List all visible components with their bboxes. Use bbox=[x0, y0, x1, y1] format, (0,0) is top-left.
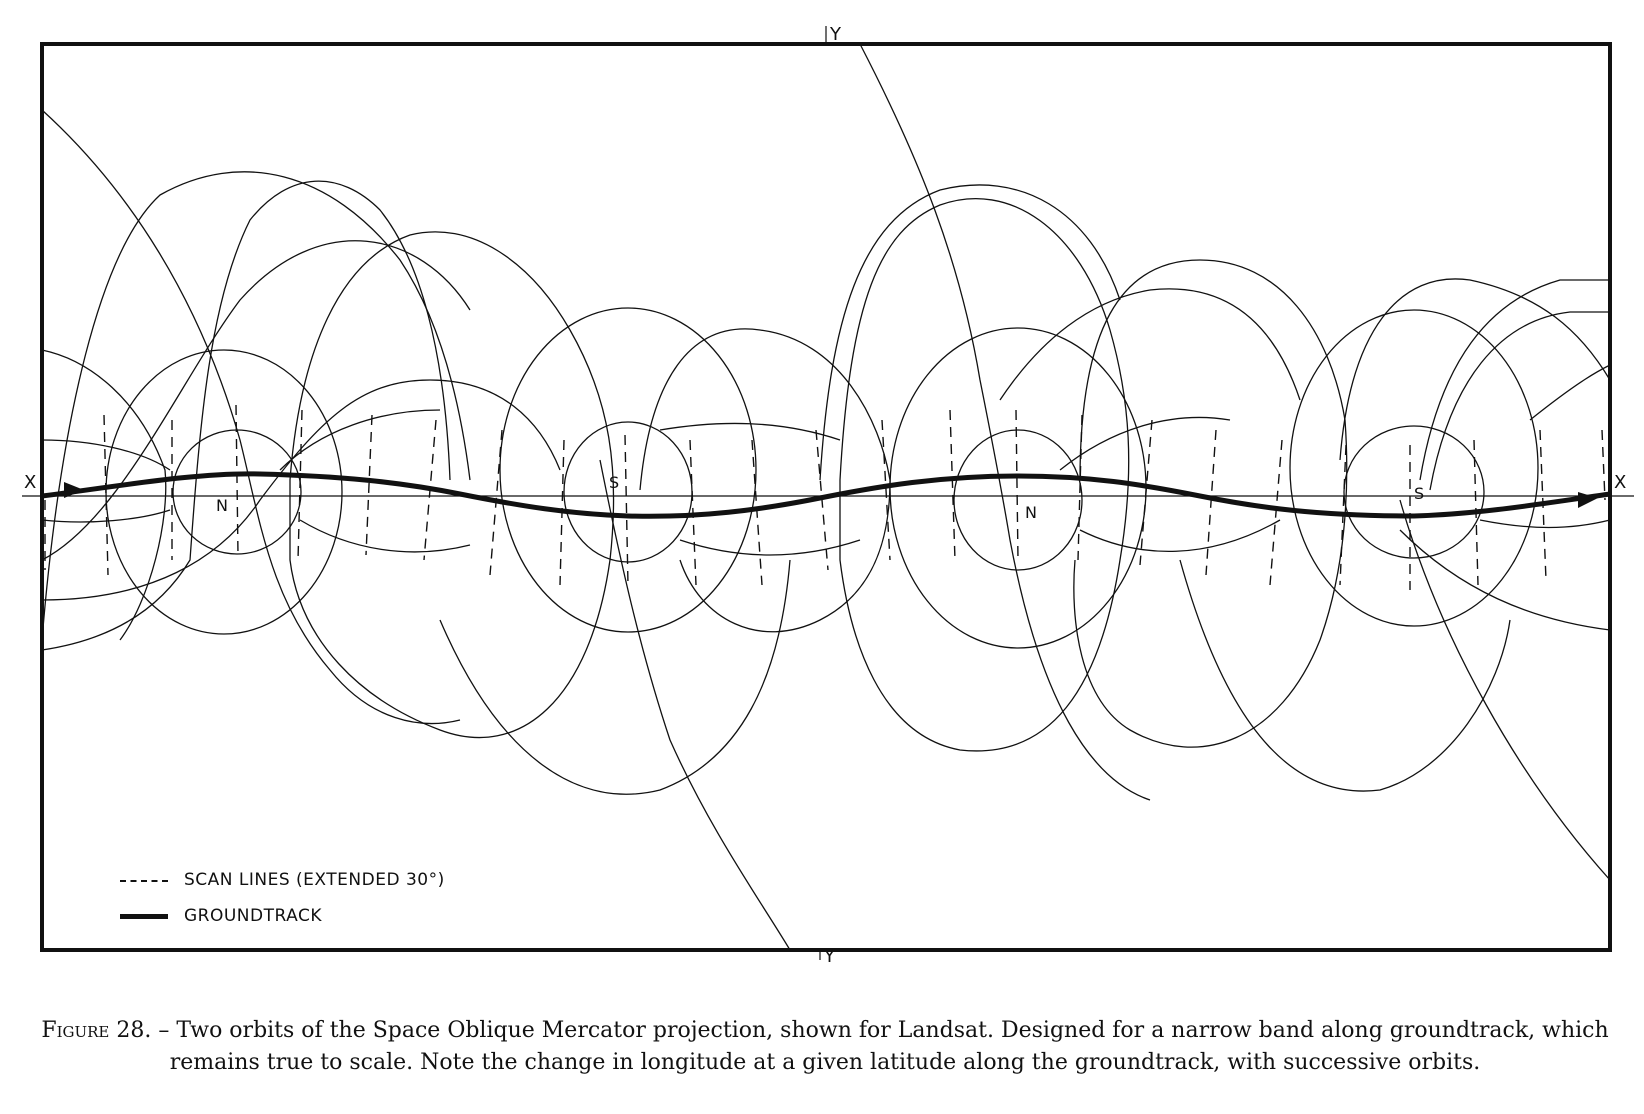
scan-line bbox=[236, 405, 238, 555]
x-axis-label-left: X bbox=[24, 472, 37, 493]
meridian-16 bbox=[1080, 520, 1280, 551]
y-axis-label-top: Y bbox=[830, 24, 841, 45]
parallel-outer-5 bbox=[1340, 279, 1610, 460]
polar-circle-s1 bbox=[564, 422, 692, 562]
scan-line bbox=[1016, 410, 1018, 560]
parallel-outer-3 bbox=[820, 185, 1120, 480]
scan-line bbox=[366, 415, 372, 555]
legend-row-groundtrack bbox=[120, 898, 445, 934]
scan-line bbox=[950, 410, 955, 560]
parallel-30-s1b bbox=[640, 329, 890, 632]
meridian-5 bbox=[1000, 289, 1300, 400]
x-axis-label-right: X bbox=[1614, 472, 1627, 493]
parallel-outer-1 bbox=[42, 172, 470, 640]
parallel-outer-2 bbox=[440, 560, 790, 794]
parallel-30-s1 bbox=[290, 232, 614, 738]
meridian-11 bbox=[280, 410, 440, 470]
legend bbox=[120, 862, 445, 934]
legend-row-scan-lines bbox=[120, 862, 445, 898]
meridian-7 bbox=[1400, 500, 1610, 880]
meridian-13 bbox=[42, 440, 170, 470]
legend-label-scan-lines: SCAN LINES (EXTENDED 30°) bbox=[184, 870, 445, 890]
meridian-8 bbox=[1400, 530, 1610, 630]
meridian-10 bbox=[660, 423, 840, 440]
meridian-3 bbox=[860, 44, 1150, 800]
scan-line bbox=[298, 410, 302, 560]
scan-line bbox=[1140, 420, 1152, 565]
scan-line bbox=[1270, 440, 1282, 585]
groundtrack-path bbox=[42, 474, 1610, 516]
meridian-15 bbox=[680, 540, 860, 555]
pole-label-n1: N bbox=[216, 496, 228, 515]
figure-number: Figure 28. bbox=[41, 1018, 152, 1043]
pole-label-n2: N bbox=[1025, 503, 1037, 522]
meridian-6 bbox=[1420, 280, 1610, 480]
thick-line-icon bbox=[120, 914, 168, 919]
parallel-30-s2b bbox=[1430, 312, 1610, 490]
dashed-line-icon bbox=[120, 880, 168, 882]
y-axis-label-bottom: Y bbox=[824, 946, 835, 967]
meridian-4 bbox=[600, 460, 790, 950]
caption-text: – Two orbits of the Space Oblique Mercator projection, shown for Landsat. Designed for a narrow band along groundtrack, which remains true to scale. Note the change in longitude at a given latitude along the groundtrack, with successive orbits. bbox=[151, 1018, 1609, 1075]
parallel-60-n1 bbox=[106, 350, 342, 634]
scan-line bbox=[752, 440, 762, 585]
pole-label-s1: S bbox=[609, 473, 620, 492]
legend-label-groundtrack: GROUNDTRACK bbox=[184, 906, 322, 926]
scan-line bbox=[1602, 430, 1605, 500]
meridian-12 bbox=[1060, 417, 1230, 470]
parallel-60-s1 bbox=[500, 308, 756, 632]
meridian-18 bbox=[1480, 520, 1610, 528]
scan-line bbox=[1206, 430, 1216, 575]
figure-caption bbox=[40, 1015, 1610, 1079]
meridian-9 bbox=[1530, 365, 1610, 420]
pole-label-s2: S bbox=[1414, 484, 1425, 503]
parallel-30-n1 bbox=[42, 181, 450, 650]
parallel-outer-4 bbox=[1180, 560, 1510, 791]
meridian-17 bbox=[300, 520, 470, 552]
